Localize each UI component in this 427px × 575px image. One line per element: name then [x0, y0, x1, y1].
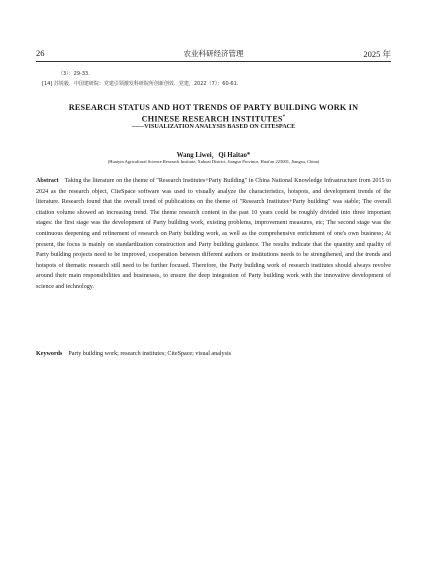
title-line-2: CHINESE RESEARCH INSTITUTES*: [141, 114, 286, 124]
publication-year: 2025 年: [363, 49, 391, 59]
abstract-label: Abstract: [36, 178, 59, 184]
author-list: Wang Liwei，Qi Haitao*: [176, 152, 251, 159]
abstract: [36, 176, 391, 293]
title-footnote-marker: *: [282, 115, 286, 120]
abstract-text: Taking the literature on the theme of "Research Institutes+Party Building" in China National Knowledge Infrastructure from 2015 to 2024 as the research object, CiteSpace software was used to visually analyze the characteristics, hotspots, and development trends of the literature. Research found that the overall trend of publications on the theme of "Research Institutes+Party building" was stable; The overall citation volume showed an increasing trend. The theme research content in the past 10 years could be roughly divided into three important stages: the first stage was the development of Party building work, existing problems, improvement measures, etc; The second stage was the continuous deepening and refinement of research on Party building work, as well as the comprehensive enrichment of one's own business; At present, the focus is mainly on standardization construction and Party building guidance. The results indicate that the quantity and quality of Party building projects need to be improved, cooperation between different authors or institutions needs to be strengthened, and the trends and hotspots of thematic research still need to be further focused. Therefore, the Party building work of research institutes should always revolve around their main responsibilities and businesses, to ensure the deep integration of Party building work with the innovative development of science and technology.: [36, 178, 391, 290]
running-header: [36, 48, 391, 62]
reference-item: （3）：29-33.: [58, 71, 90, 77]
header-rule: [36, 61, 391, 62]
journal-name: 农业科研经济管理: [183, 49, 244, 58]
author-affiliation: (Huaiyin Agricultural Science Research Institute, Xuhuai District, Jiangsu Province, Huai'an 223001, Jiangsu, China): [107, 159, 320, 164]
reference-item: [14] 苏锐毅．中国建研院：党建引领激发科研院所创新创效．党建，2022（7）：60-61.: [42, 81, 239, 87]
reference-list: [36, 69, 391, 89]
title-line: RESEARCH STATUS AND HOT TRENDS OF PARTY BUILDING WORK IN: [68, 103, 359, 112]
keywords-label: Keywords: [36, 351, 63, 357]
paper-title: [36, 103, 391, 125]
keywords: [36, 351, 391, 357]
page-number: 26: [36, 48, 45, 58]
paper-subtitle: ——VISUALIZATION ANALYSIS BASED ON CITESPACE: [131, 123, 296, 130]
keywords-text: Party building work; research institutes; CiteSpace; visual analysis: [68, 351, 232, 357]
